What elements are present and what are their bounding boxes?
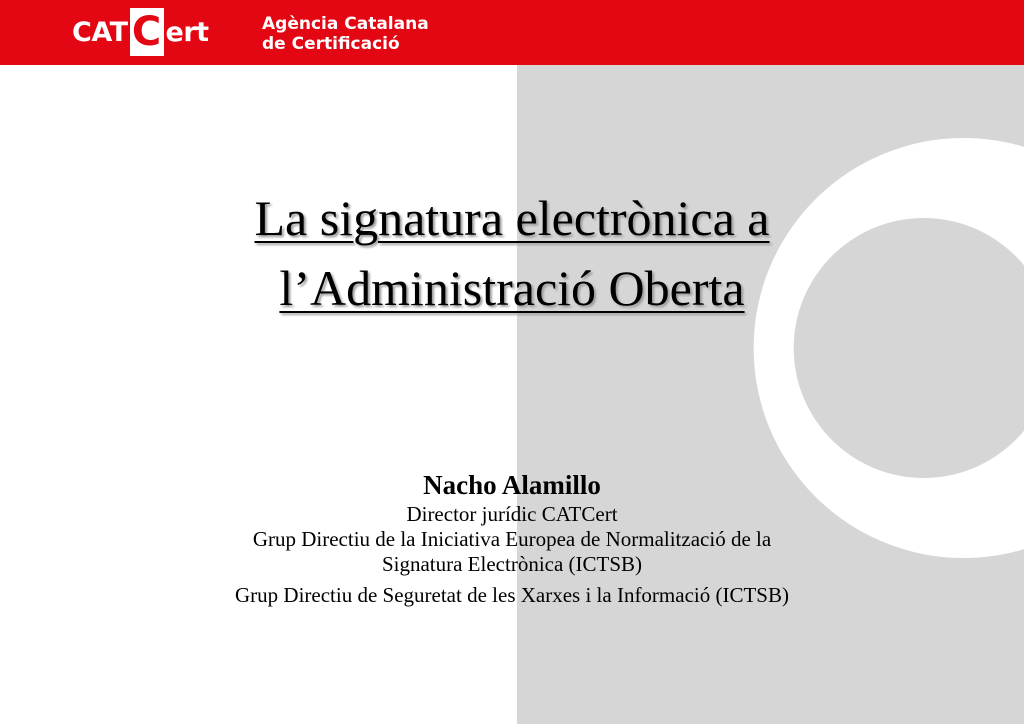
affiliation-2: Grup Directiu de Seguretat de les Xarxes i la Informació (ICTSB) [235,583,789,607]
logo-ert-text: ert [165,16,209,48]
header-bar [0,0,1024,65]
author-block [0,468,1024,608]
agency-name [262,14,429,54]
affiliation-1-line-2: Signatura Electrònica (ICTSB) [381,552,643,576]
title-line-1: La signatura electrònica a [254,190,770,246]
author-name: Nacho Alamillo [423,470,601,500]
logo-cat-text: CAT [72,16,128,48]
title-line-2: l’Administració Oberta [279,260,745,316]
slide-title [0,183,1024,323]
logo-c-box: C [130,8,164,56]
catcert-logo [72,8,209,56]
affiliation-1-line-1: Grup Directiu de la Iniciativa Europea de Normalització de la [252,527,772,551]
agency-name-line2: de Certificació [262,34,400,54]
agency-name-line1: Agència Catalana [262,14,429,34]
author-role: Director jurídic CATCert [406,502,618,526]
